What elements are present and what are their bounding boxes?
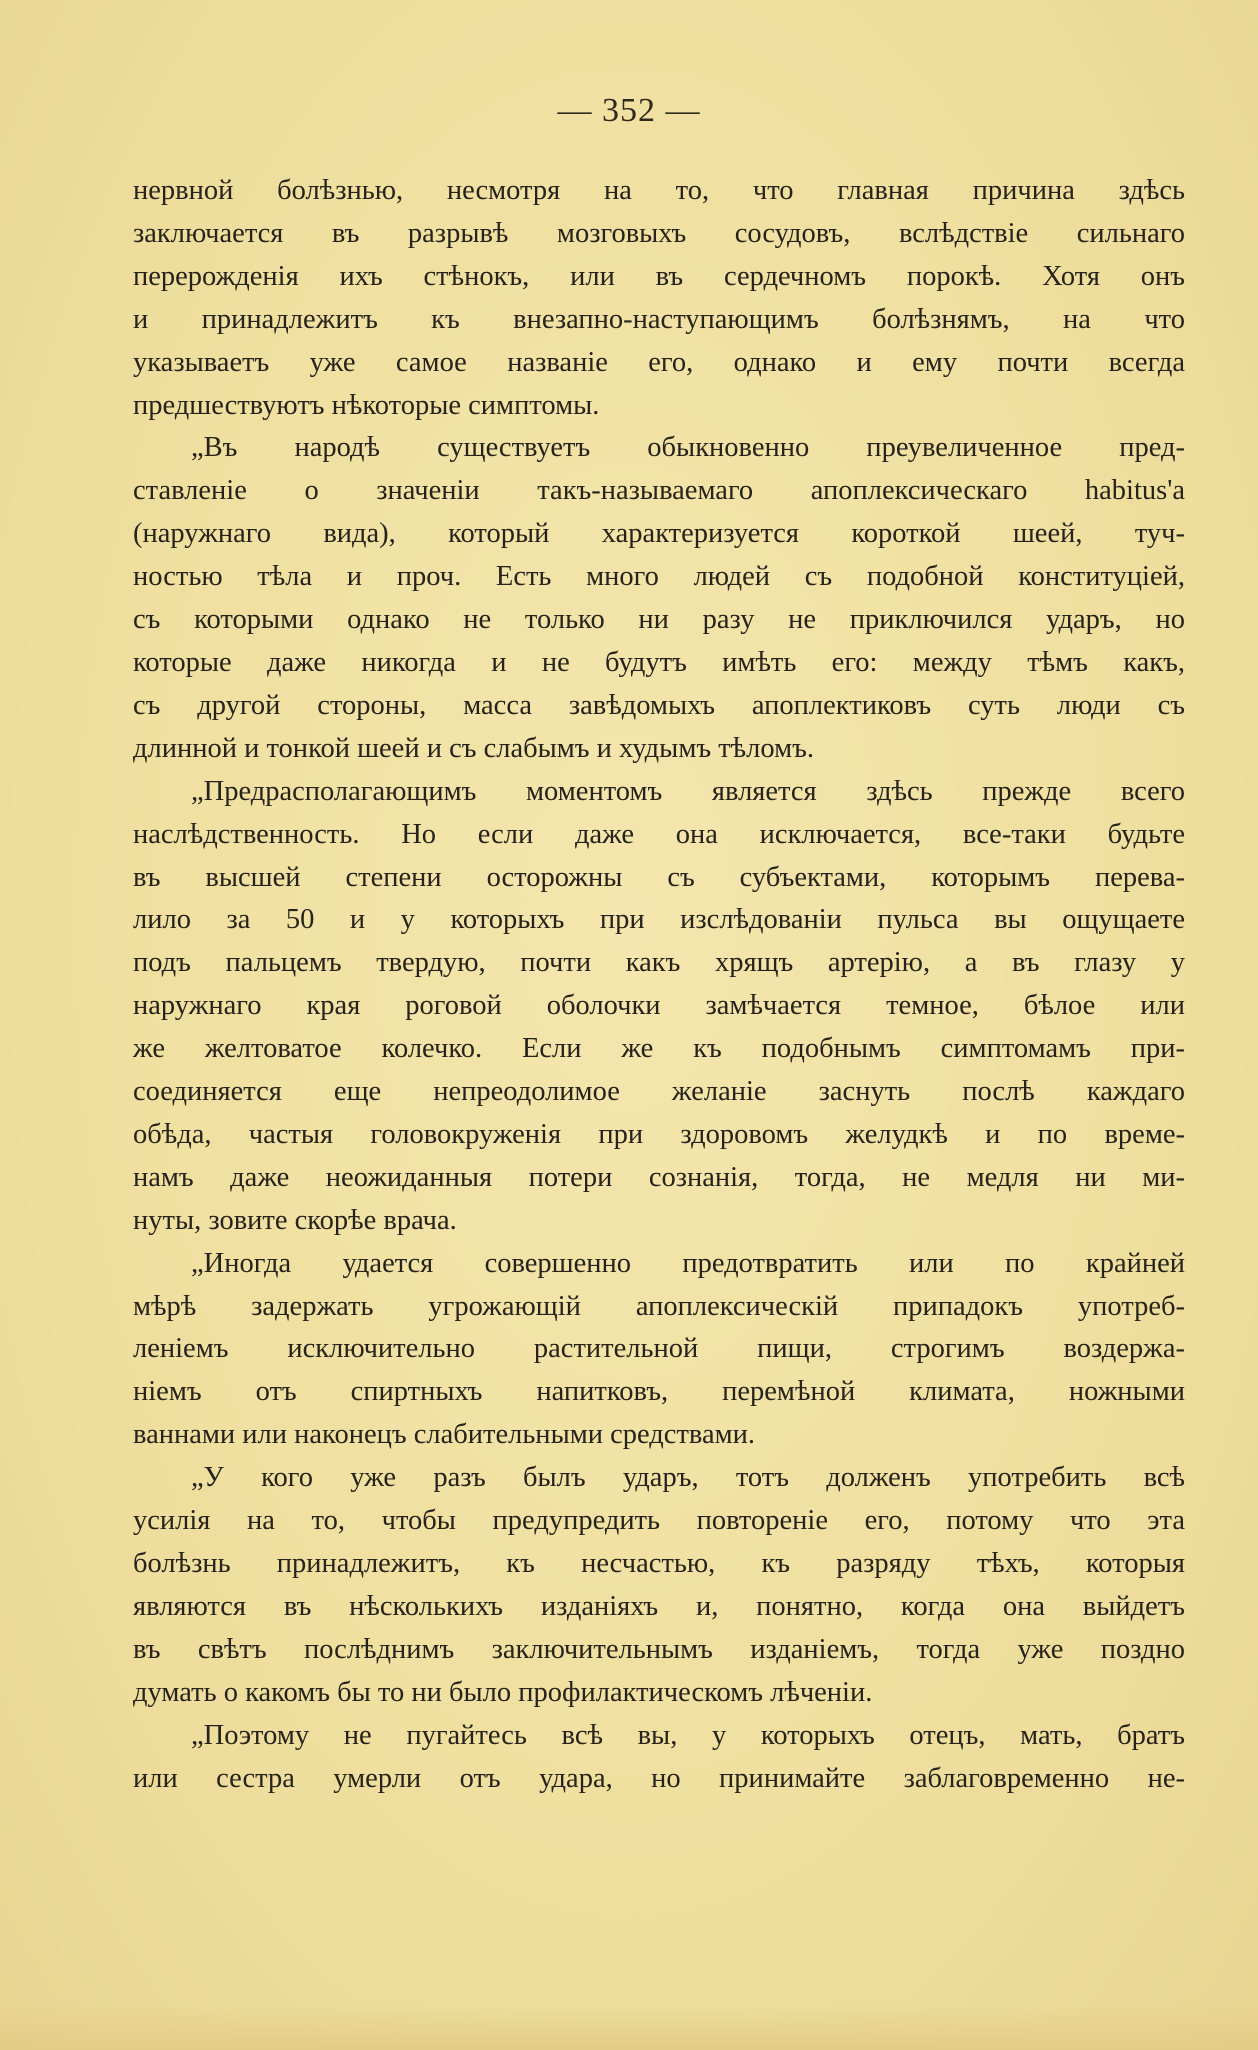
body-text <box>133 170 1185 1800</box>
text-line: наслѣдственность. Но если даже она исключается, все-таки будьте <box>133 818 1185 850</box>
text-line: предшествуютъ нѣкоторые симптомы. <box>133 389 600 421</box>
text-line: длинной и тонкой шеей и съ слабымъ и худымъ тѣломъ. <box>133 732 814 764</box>
text-line: въ высшей степени осторожны съ субъектами, которымъ перева- <box>133 861 1185 893</box>
text-line: указываетъ уже самое названіе его, однако и ему почти всегда <box>133 346 1185 378</box>
text-line: болѣзнь принадлежитъ, къ несчастью, къ разряду тѣхъ, которыя <box>133 1548 1185 1579</box>
paragraph <box>133 427 1185 770</box>
text-line: „Иногда удается совершенно предотвратить или по крайней <box>191 1247 1185 1279</box>
text-line: и принадлежитъ къ внезапно-наступающимъ болѣзнямъ, на что <box>133 303 1185 335</box>
text-line: съ которыми однако не только ни разу не приключился ударъ, но <box>133 604 1185 636</box>
text-line: наружнаго края роговой оболочки замѣчается темное, бѣлое или <box>133 990 1185 1022</box>
text-line: леніемъ исключительно растительной пищи, строгимъ воздержа- <box>133 1333 1185 1365</box>
paragraph <box>133 771 1185 1243</box>
text-line: въ свѣтъ послѣднимъ заключительнымъ изданіемъ, тогда уже поздно <box>133 1633 1185 1665</box>
text-line: съ другой стороны, масса завѣдомыхъ апоплектиковъ суть люди съ <box>133 689 1185 721</box>
text-line: думать о какомъ бы то ни было профилактическомъ лѣченіи. <box>133 1676 873 1708</box>
paragraph <box>133 1243 1185 1458</box>
text-line: (наружнаго вида), который характеризуется короткой шеей, туч- <box>133 518 1185 550</box>
text-line: или сестра умерли отъ удара, но принимайте заблаговременно не- <box>133 1762 1185 1794</box>
text-line: „У кого уже разъ былъ ударъ, тотъ долженъ употребить всѣ <box>191 1462 1185 1494</box>
text-line: являются въ нѣсколькихъ изданіяхъ и, понятно, когда она выйдетъ <box>133 1590 1185 1622</box>
paragraph <box>133 1715 1185 1801</box>
page-number: — 352 — <box>557 92 701 129</box>
text-line: „Въ народѣ существуетъ обыкновенно преувеличенное пред- <box>191 432 1185 464</box>
text-line: перерожденія ихъ стѣнокъ, или въ сердечномъ порокѣ. Хотя онъ <box>133 260 1185 292</box>
text-line: нервной болѣзнью, несмотря на то, что главная причина здѣсь <box>133 175 1185 206</box>
text-line: ностью тѣла и проч. Есть много людей съ подобной конституціей, <box>133 561 1185 593</box>
text-line: мѣрѣ задержать угрожающій апоплексическій припадокъ употреб- <box>133 1290 1185 1322</box>
text-line: ніемъ отъ спиртныхъ напитковъ, перемѣной климата, ножными <box>133 1376 1185 1408</box>
text-line: усилія на то, чтобы предупредить повтореніе его, потому что эта <box>133 1505 1185 1537</box>
text-line: лило за 50 и у которыхъ при изслѣдованіи пульса вы ощущаете <box>133 904 1185 936</box>
text-line: „Поэтому не пугайтесь всѣ вы, у которыхъ отецъ, мать, братъ <box>191 1719 1185 1751</box>
text-line: которые даже никогда и не будутъ имѣть его: между тѣмъ какъ, <box>133 646 1185 678</box>
text-line: намъ даже неожиданныя потери сознанія, тогда, не медля ни ми- <box>133 1161 1185 1193</box>
text-line: же желтоватое колечко. Если же къ подобнымъ симптомамъ при- <box>133 1033 1185 1065</box>
text-line: обѣда, частыя головокруженія при здоровомъ желудкѣ и по време- <box>133 1118 1185 1150</box>
text-line: „Предрасполагающимъ моментомъ является здѣсь прежде всего <box>191 775 1185 807</box>
text-line: заключается въ разрывѣ мозговыхъ сосудовъ, вслѣдствіе сильнаго <box>133 217 1185 249</box>
text-line: ваннами или наконецъ слабительными средствами. <box>133 1419 756 1451</box>
text-line: соединяется еще непреодолимое желаніе заснуть послѣ каждаго <box>133 1076 1185 1108</box>
paragraph <box>133 170 1185 427</box>
text-line: подъ пальцемъ твердую, почти какъ хрящъ артерію, а въ глазу у <box>133 947 1185 979</box>
paragraph <box>133 1457 1185 1714</box>
text-line: нуты, зовите скорѣе врача. <box>133 1204 457 1236</box>
text-line: ставленіе о значеніи такъ-называемаго апоплексическаго habitus'а <box>133 475 1185 507</box>
